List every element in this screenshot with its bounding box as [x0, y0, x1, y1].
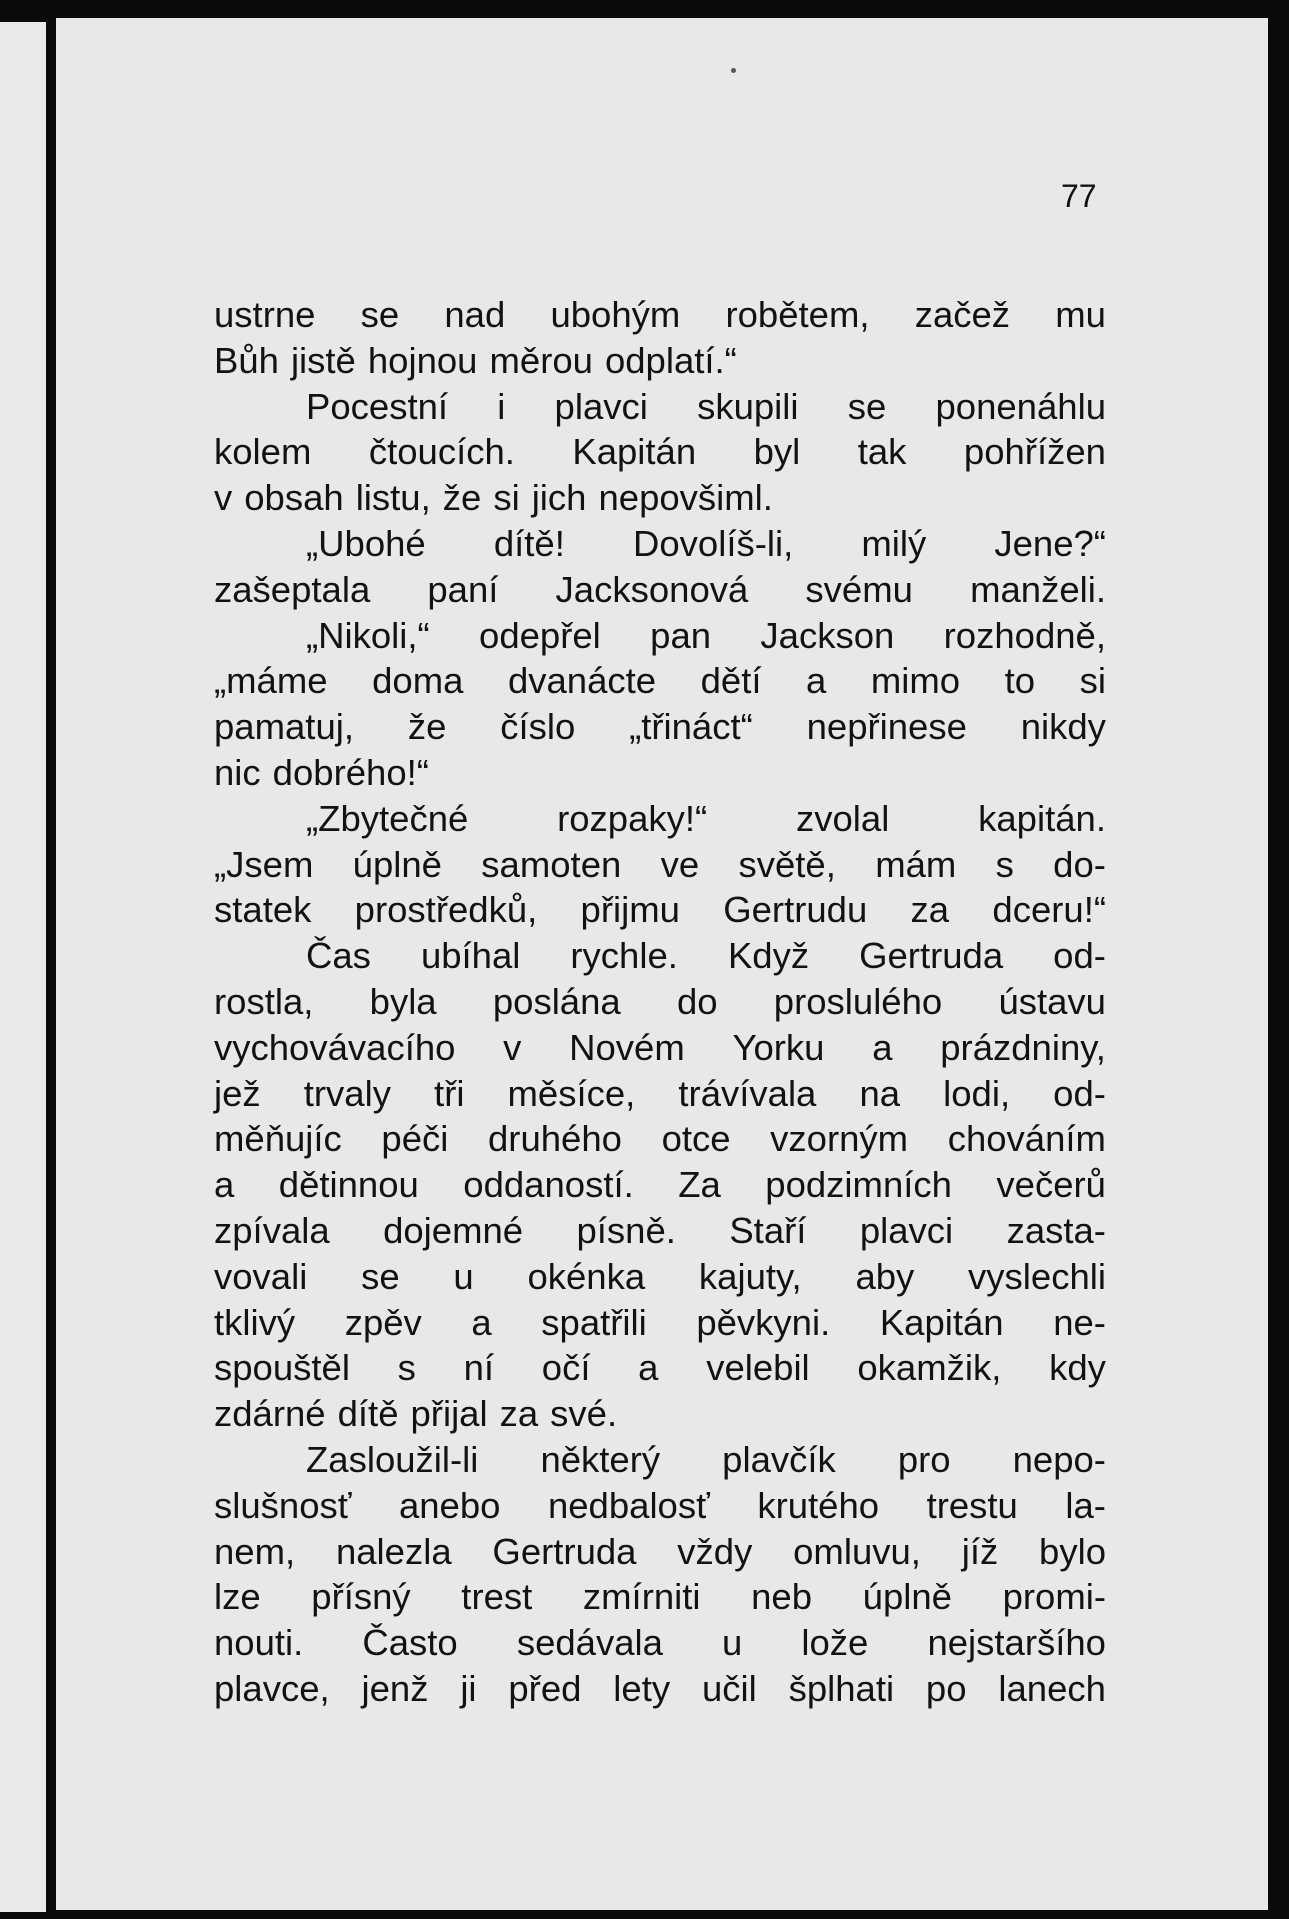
- text-line: [214, 796, 1106, 842]
- word: tak: [857, 431, 907, 473]
- word: lože: [801, 1622, 869, 1664]
- word: nic: [214, 751, 261, 793]
- word: vzorným: [770, 1118, 909, 1160]
- left-page-edge: [0, 22, 46, 1912]
- word: dítě: [337, 1393, 399, 1435]
- word: Novém: [569, 1026, 685, 1068]
- word: nouti.: [214, 1622, 304, 1664]
- word: lodi,: [943, 1072, 1011, 1114]
- word: Za: [678, 1164, 721, 1206]
- text-line: [214, 1116, 1106, 1162]
- word: spatřili: [541, 1301, 647, 1343]
- word: spouštěl: [214, 1347, 350, 1389]
- text-line: [214, 1666, 1106, 1712]
- text-line: [214, 750, 1106, 796]
- word: proslulého: [773, 980, 943, 1022]
- word: a: [872, 1026, 893, 1068]
- text-line: [214, 658, 1106, 704]
- word: okénka: [527, 1255, 646, 1297]
- text-line: [214, 1574, 1106, 1620]
- word: plavci: [554, 385, 648, 427]
- word: zašeptala: [214, 568, 371, 610]
- word: s: [995, 843, 1014, 885]
- word: učil: [701, 1667, 757, 1709]
- word: byla: [369, 980, 437, 1022]
- word: že: [407, 706, 447, 748]
- word: plavci: [859, 1209, 954, 1251]
- word: si: [1079, 660, 1106, 702]
- word: světě,: [738, 843, 836, 885]
- word: nepovšiml.: [598, 477, 773, 519]
- word: sedávala: [516, 1622, 663, 1664]
- word: ní: [463, 1347, 495, 1389]
- word: úplně: [862, 1576, 952, 1618]
- word: podzimních: [765, 1164, 952, 1206]
- word: druhého: [488, 1118, 622, 1160]
- word: čtoucích.: [368, 431, 515, 473]
- word: lety: [613, 1667, 671, 1709]
- word: anebo: [398, 1484, 501, 1526]
- word: dvanácte: [507, 660, 657, 702]
- page-number: 77: [1061, 178, 1097, 214]
- word: Zasloužil-li: [306, 1438, 479, 1480]
- word: s: [397, 1347, 416, 1389]
- word: večerů: [996, 1164, 1106, 1206]
- word: zasta-: [1006, 1209, 1106, 1251]
- word: u: [722, 1622, 743, 1664]
- text-line: [214, 1345, 1106, 1391]
- text-line: [214, 842, 1106, 888]
- text-line: [214, 1300, 1106, 1346]
- word: trávívala: [678, 1072, 817, 1114]
- word: omluvu,: [793, 1530, 921, 1572]
- word: v: [214, 477, 233, 519]
- word: mimo: [870, 660, 961, 702]
- word: za: [910, 889, 950, 931]
- word: paní: [427, 568, 499, 610]
- word: mu: [1055, 294, 1106, 335]
- word: měsíce,: [507, 1072, 636, 1114]
- word: skupili: [697, 385, 799, 427]
- word: robětem,: [725, 294, 870, 335]
- word: doma: [372, 660, 464, 702]
- word: velebil: [706, 1347, 810, 1389]
- word: jíž: [961, 1530, 999, 1572]
- word: očí: [541, 1347, 591, 1389]
- word: plavce,: [214, 1667, 330, 1709]
- word: „Ubohé: [306, 522, 426, 564]
- word: se: [847, 385, 887, 427]
- word: že: [442, 477, 482, 519]
- word: Kapitán: [879, 1301, 1004, 1343]
- word: dětí: [700, 660, 762, 702]
- word: mám: [875, 843, 957, 885]
- word: odplatí.“: [604, 339, 737, 381]
- word: zpívala: [214, 1209, 330, 1251]
- word: od-: [1053, 1072, 1106, 1114]
- word: číslo: [500, 706, 576, 748]
- word: neb: [751, 1576, 813, 1618]
- text-line: [214, 1483, 1106, 1529]
- word: šplhati: [788, 1667, 895, 1709]
- word: zdárné: [214, 1393, 326, 1435]
- word: po: [925, 1667, 967, 1709]
- word: si: [493, 477, 520, 519]
- word: v: [503, 1026, 522, 1068]
- word: přijmu: [580, 889, 680, 931]
- word: manželi.: [970, 568, 1106, 610]
- word: „Nikoli,“: [306, 614, 430, 656]
- word: vovali: [214, 1255, 308, 1297]
- word: „Zbytečné: [306, 797, 469, 839]
- word: trest: [461, 1576, 533, 1618]
- word: ponenáhlu: [935, 385, 1106, 427]
- word: před: [508, 1667, 582, 1709]
- word: statek: [214, 889, 312, 931]
- text-line: [214, 887, 1106, 933]
- word: trestu: [926, 1484, 1018, 1526]
- word: u: [453, 1255, 474, 1297]
- word: do-: [1053, 843, 1106, 885]
- word: kolem: [214, 431, 312, 473]
- word: tři: [434, 1072, 465, 1114]
- word: hojnou: [367, 339, 478, 381]
- word: Čas: [306, 935, 371, 977]
- word: Pocestní: [306, 385, 449, 427]
- word: dítě!: [493, 522, 565, 564]
- word: dobrého!“: [272, 751, 429, 793]
- word: Bůh: [214, 339, 279, 381]
- word: se: [361, 1255, 400, 1297]
- text-line: [214, 1208, 1106, 1254]
- word: dětinnou: [278, 1164, 419, 1206]
- word: „máme: [214, 660, 328, 702]
- word: nad: [444, 294, 506, 335]
- speck: [731, 68, 736, 73]
- word: kdy: [1049, 1347, 1106, 1389]
- word: ustrne: [214, 294, 316, 335]
- word: Kapitán: [572, 431, 697, 473]
- word: nejstaršího: [927, 1622, 1106, 1664]
- word: ne-: [1053, 1301, 1106, 1343]
- text-line: [214, 475, 1106, 521]
- word: pan: [650, 614, 712, 656]
- book-page: [56, 18, 1268, 1910]
- text-line: [214, 979, 1106, 1025]
- word: rychle.: [570, 935, 678, 977]
- word: promi-: [1002, 1576, 1106, 1618]
- word: vyslechli: [968, 1255, 1106, 1297]
- word: přísný: [311, 1576, 411, 1618]
- word: lanech: [998, 1667, 1106, 1709]
- word: a: [806, 660, 827, 702]
- word: jež: [214, 1072, 261, 1114]
- word: obsah: [244, 477, 344, 519]
- text-line: [214, 1529, 1106, 1575]
- text-line: [214, 292, 1106, 338]
- word: otce: [661, 1118, 731, 1160]
- word: nalezla: [335, 1530, 452, 1572]
- word: listu,: [355, 477, 431, 519]
- word: některý: [540, 1438, 661, 1480]
- word: rozhodně,: [943, 614, 1106, 656]
- word: prostředků,: [354, 889, 538, 931]
- word: Jackson: [760, 614, 895, 656]
- word: jistě: [290, 339, 356, 381]
- word: Když: [727, 935, 810, 977]
- word: rozpaky!“: [557, 797, 708, 839]
- word: měňujíc: [214, 1118, 342, 1160]
- word: péči: [381, 1118, 449, 1160]
- word: Gertrudu: [723, 889, 868, 931]
- word: „třináct“: [629, 706, 753, 748]
- word: „Jsem: [214, 843, 314, 885]
- word: jenž: [361, 1667, 429, 1709]
- word: začež: [914, 294, 1011, 335]
- word: Yorku: [732, 1026, 825, 1068]
- text-line: [214, 429, 1106, 475]
- word: zvolal: [796, 797, 890, 839]
- word: chováním: [947, 1118, 1106, 1160]
- word: aby: [855, 1255, 915, 1297]
- word: odepřel: [479, 614, 601, 656]
- word: poslána: [492, 980, 621, 1022]
- word: se: [360, 294, 400, 335]
- word: na: [859, 1072, 901, 1114]
- word: trvaly: [303, 1072, 391, 1114]
- word: dceru!“: [992, 889, 1106, 931]
- word: Dovolíš-li,: [633, 522, 794, 564]
- word: a: [471, 1301, 492, 1343]
- word: byl: [753, 431, 801, 473]
- text-line: [214, 1254, 1106, 1300]
- text-line: [214, 1162, 1106, 1208]
- word: pro: [897, 1438, 951, 1480]
- word: nikdy: [1020, 706, 1106, 748]
- word: nem,: [214, 1530, 296, 1572]
- text-line: [214, 521, 1106, 567]
- text-line: [214, 567, 1106, 613]
- word: svému: [805, 568, 913, 610]
- word: vždy: [677, 1530, 753, 1572]
- word: pohřížen: [963, 431, 1106, 473]
- word: a: [214, 1164, 235, 1206]
- word: ubíhal: [420, 935, 521, 977]
- word: pamatuj,: [214, 706, 354, 748]
- word: dojemné: [383, 1209, 524, 1251]
- word: pěvkyni.: [696, 1301, 831, 1343]
- word: úplně: [352, 843, 442, 885]
- word: do: [676, 980, 718, 1022]
- word: Gertruda: [492, 1530, 637, 1572]
- text-line: [214, 933, 1106, 979]
- word: vychovávacího: [214, 1026, 456, 1068]
- word: jich: [531, 477, 587, 519]
- word: milý: [861, 522, 927, 564]
- text-line: [214, 1025, 1106, 1071]
- word: nepo-: [1012, 1438, 1106, 1480]
- word: Gertruda: [859, 935, 1004, 977]
- word: přijal: [410, 1393, 488, 1435]
- word: rostla,: [214, 980, 314, 1022]
- text-line: [214, 1620, 1106, 1666]
- word: okamžik,: [857, 1347, 1002, 1389]
- word: od-: [1053, 935, 1106, 977]
- text-line: [214, 613, 1106, 659]
- text-line: [214, 1437, 1106, 1483]
- word: měrou: [489, 339, 593, 381]
- word: nepřinese: [806, 706, 967, 748]
- word: slušnosť: [214, 1484, 352, 1526]
- word: Jacksonová: [555, 568, 749, 610]
- text-line: [214, 1391, 1106, 1437]
- word: zmírniti: [582, 1576, 701, 1618]
- body-text: [214, 292, 1106, 1712]
- word: la-: [1065, 1484, 1106, 1526]
- word: písně.: [576, 1209, 676, 1251]
- text-line: [214, 1071, 1106, 1117]
- word: Jene?“: [994, 522, 1106, 564]
- word: lze: [214, 1576, 261, 1618]
- text-line: [214, 384, 1106, 430]
- word: kajuty,: [698, 1255, 802, 1297]
- word: krutého: [757, 1484, 880, 1526]
- word: bylo: [1039, 1530, 1106, 1572]
- text-line: [214, 338, 1106, 384]
- word: tklivý: [214, 1301, 296, 1343]
- word: nedbalosť: [547, 1484, 710, 1526]
- text-line: [214, 704, 1106, 750]
- word: to: [1004, 660, 1036, 702]
- word: Často: [362, 1622, 458, 1664]
- word: samoten: [481, 843, 622, 885]
- word: i: [497, 385, 506, 427]
- word: své.: [550, 1393, 618, 1435]
- word: za: [499, 1393, 539, 1435]
- word: ve: [660, 843, 700, 885]
- word: Staří: [729, 1209, 807, 1251]
- word: a: [638, 1347, 659, 1389]
- word: prázdniny,: [940, 1026, 1106, 1068]
- word: kapitán.: [978, 797, 1106, 839]
- word: zpěv: [344, 1301, 422, 1343]
- word: ubohým: [550, 294, 681, 335]
- word: plavčík: [722, 1438, 836, 1480]
- word: ji: [460, 1667, 477, 1709]
- word: oddaností.: [463, 1164, 634, 1206]
- word: ústavu: [998, 980, 1106, 1022]
